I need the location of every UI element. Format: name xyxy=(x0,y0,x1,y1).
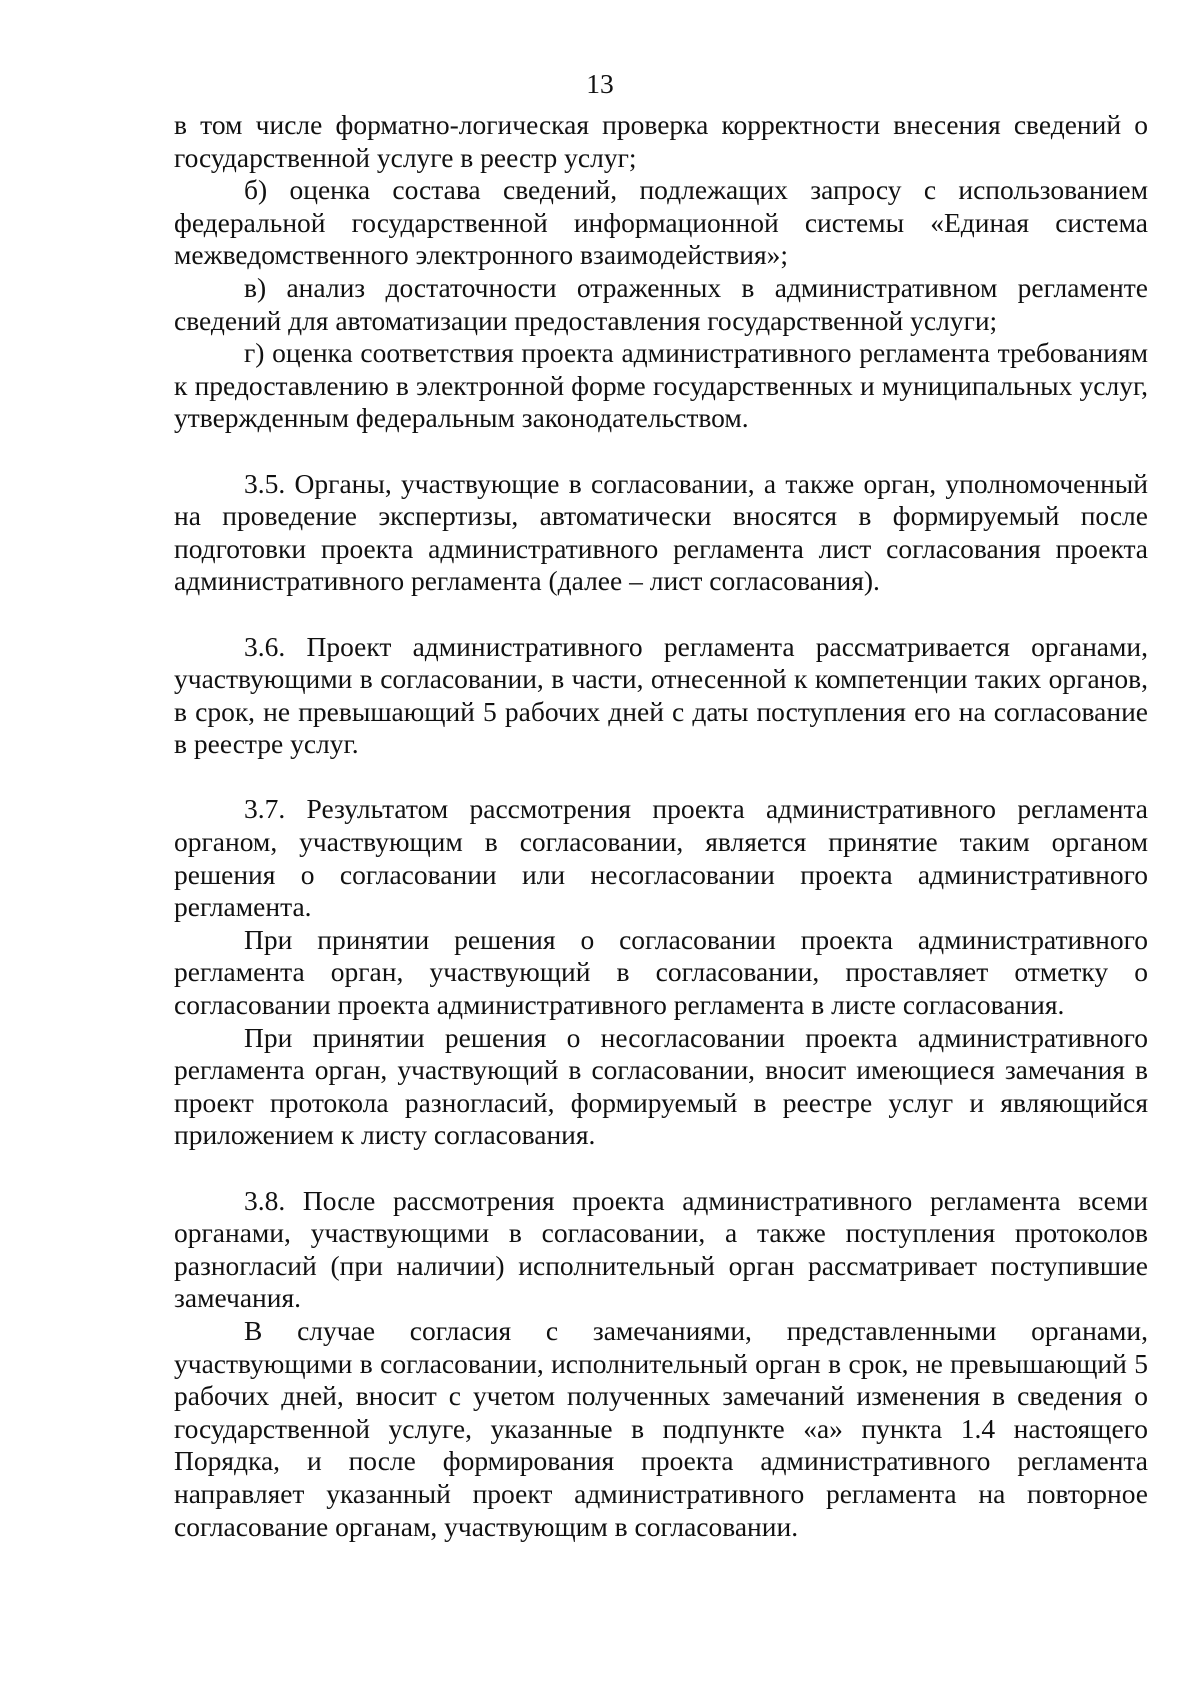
paragraph-3-8-agreement: В случае согласия с замечаниями, представленными органами, участвующими в согласовании, исполнительный орган в срок, не превышающий 5 рабочих дней, вносит с учетом полученных замечаний изменения в сведения о государственной услуге, указанные в подпункте «а» пункта 1.4 настоящего Порядка, и после формирования проекта административного регламента направляет указанный проект административного регламента на повторное согласование органам, участвующим в согласовании. xyxy=(174,1314,1148,1542)
paragraph-3-7-approval: При принятии решения о согласовании проекта административного регламента орган, участвующий в согласовании, проставляет отметку о согласовании проекта административного регламента в листе согласования. xyxy=(174,923,1148,1021)
paragraph-3-6: 3.6. Проект административного регламента рассматривается органами, участвующими в согласовании, в части, отнесенной к компетенции таких органов, в срок, не превышающий 5 рабочих дней с даты поступления его на согласование в реестре услуг. xyxy=(174,630,1148,760)
paragraph-item-b: б) оценка состава сведений, подлежащих запросу с использованием федеральной государственной информационной системы «Единая система межведомственного электронного взаимодействия»; xyxy=(174,174,1148,271)
paragraph-item-v: в) анализ достаточности отраженных в административном регламенте сведений для автоматизации предоставления государственной услуги; xyxy=(174,271,1148,336)
paragraph-3-7-disapproval: При принятии решения о несогласовании проекта административного регламента орган, участвующий в согласовании, вносит имеющиеся замечания в проект протокола разногласий, формируемый в реестре услуг и являющийся приложением к листу согласования. xyxy=(174,1021,1148,1151)
paragraph-item-g: г) оценка соответствия проекта административного регламента требованиям к предоставлению в электронной форме государственных и муниципальных услуг, утвержденным федеральным законодательством. xyxy=(174,337,1148,434)
paragraph-continuation: в том числе форматно-логическая проверка корректности внесения сведений о государственной услуге в реестр услуг; xyxy=(174,109,1148,173)
paragraph-3-7: 3.7. Результатом рассмотрения проекта административного регламента органом, участвующим в согласовании, является принятие таким органом решения о согласовании или несогласовании проекта административного регламента. xyxy=(174,793,1148,923)
document-body xyxy=(174,109,1148,1543)
page-number: 13 xyxy=(586,68,614,99)
paragraph-3-5: 3.5. Органы, участвующие в согласовании, а также орган, уполномоченный на проведение экспертизы, автоматически вносятся в формируемый после подготовки проекта административного регламента лист согласования проекта административного регламента (далее – лист согласования). xyxy=(174,467,1148,597)
paragraph-3-8: 3.8. После рассмотрения проекта административного регламента всеми органами, участвующими в согласовании, а также поступления протоколов разногласий (при наличии) исполнительный орган рассматривает поступившие замечания. xyxy=(174,1184,1148,1314)
